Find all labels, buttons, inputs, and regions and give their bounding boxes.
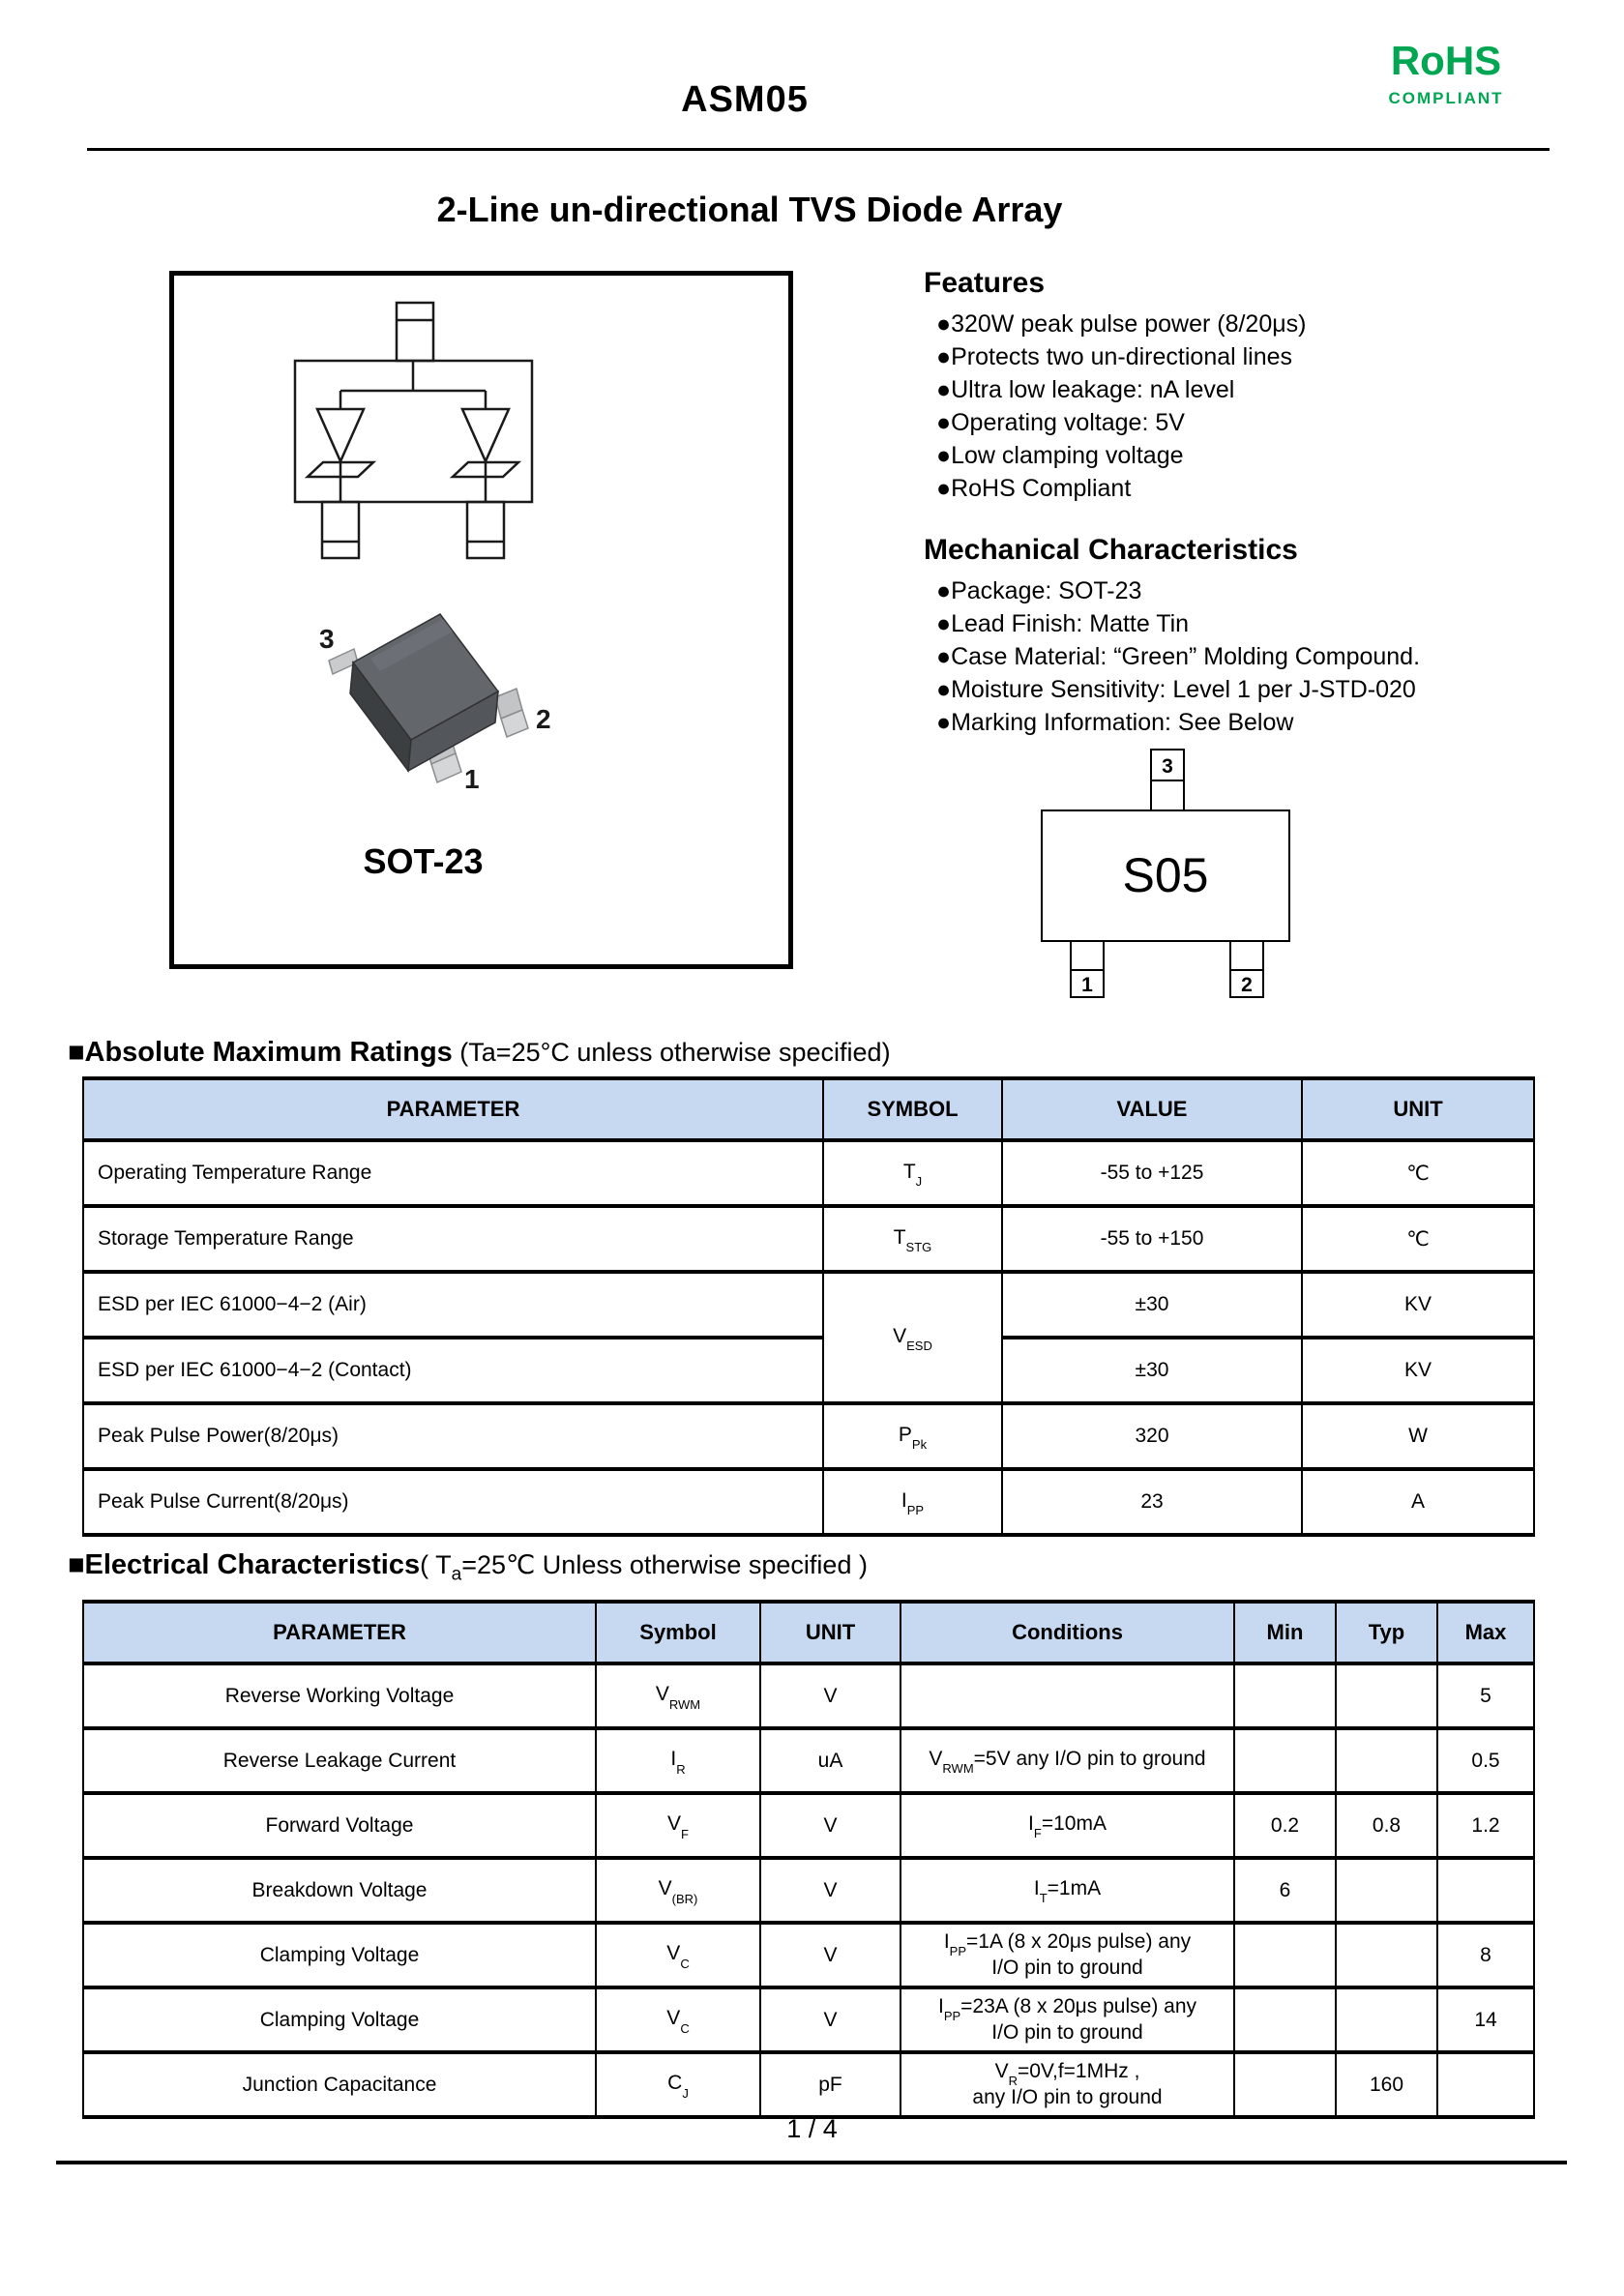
- symbol-cell: $V_F$: [596, 1793, 760, 1858]
- page-number: 1 / 4: [786, 2114, 838, 2143]
- mechanical-item: ●Marking Information: See Below: [936, 709, 1294, 736]
- conditions-cell: $I_{PP}=1A$ (8 x 20μs pulse) any I/O pin to ground: [901, 1923, 1234, 1987]
- marking-pin2-label: 2: [1241, 974, 1253, 996]
- package-diagram-box: [169, 271, 793, 969]
- symbol-cell: $V_C$: [596, 1923, 760, 1987]
- param-cell: Junction Capacitance: [83, 2052, 596, 2117]
- header-divider: [87, 148, 1550, 151]
- col-header-parameter: PARAMETER: [83, 1602, 596, 1663]
- param-cell: Clamping Voltage: [83, 1987, 596, 2052]
- col-header-symbol: Symbol: [596, 1602, 760, 1663]
- table-row: [83, 1728, 1534, 1793]
- feature-item: ●Protects two un-directional lines: [936, 343, 1293, 370]
- diode-schematic: [295, 303, 532, 558]
- conditions-cell: $I_T=1mA$: [901, 1858, 1234, 1923]
- footer-divider: [56, 2161, 1567, 2164]
- min-cell: [1234, 1728, 1336, 1793]
- table-row: [83, 1987, 1534, 2052]
- typ-cell: [1336, 1663, 1437, 1728]
- table-row: [83, 2052, 1534, 2117]
- param-cell: Peak Pulse Current(8/20μs): [83, 1469, 823, 1535]
- conditions-cell: $V_{RWM}=5V$ any I/O pin to ground: [901, 1728, 1234, 1793]
- unit-cell: V: [760, 1793, 901, 1858]
- mechanical-item: ●Package: SOT-23: [936, 577, 1142, 604]
- param-cell: Storage Temperature Range: [83, 1206, 823, 1272]
- max-cell: 0.5: [1437, 1728, 1534, 1793]
- param-cell: Breakdown Voltage: [83, 1858, 596, 1923]
- feature-item: ●Operating voltage: 5V: [936, 409, 1185, 436]
- pin2-label-3d: 2: [536, 704, 551, 734]
- min-cell: [1234, 1923, 1336, 1987]
- value-cell: -55 to +125: [1002, 1140, 1302, 1206]
- unit-cell: KV: [1302, 1272, 1534, 1338]
- min-cell: 6: [1234, 1858, 1336, 1923]
- col-header-parameter: PARAMETER: [83, 1078, 823, 1140]
- col-header-conditions: Conditions: [901, 1602, 1234, 1663]
- value-cell: 320: [1002, 1403, 1302, 1469]
- unit-cell: KV: [1302, 1338, 1534, 1403]
- feature-item: ●320W peak pulse power (8/20μs): [936, 310, 1307, 338]
- symbol-cell: $I_R$: [596, 1728, 760, 1793]
- max-cell: [1437, 2052, 1534, 2117]
- unit-cell: ℃: [1302, 1206, 1534, 1272]
- max-cell: [1437, 1858, 1534, 1923]
- rohs-compliant-label: COMPLIANT: [1388, 89, 1504, 108]
- elec-heading: ■Electrical Characteristics( $T_a=25℃$ Unless otherwise specified ): [68, 1549, 868, 1585]
- col-header-typ: Typ: [1336, 1602, 1437, 1663]
- min-cell: 0.2: [1234, 1793, 1336, 1858]
- col-header-max: Max: [1437, 1602, 1534, 1663]
- max-cell: 5: [1437, 1663, 1534, 1728]
- table-header-row: [83, 1602, 1534, 1663]
- symbol-cell: $V_{RWM}$: [596, 1663, 760, 1728]
- min-cell: [1234, 1987, 1336, 2052]
- unit-cell: ℃: [1302, 1140, 1534, 1206]
- param-cell: Clamping Voltage: [83, 1923, 596, 1987]
- mechanical-item: ●Moisture Sensitivity: Level 1 per J-STD-020: [936, 676, 1416, 703]
- max-cell: 1.2: [1437, 1793, 1534, 1858]
- abs-max-heading-bold: ■Absolute Maximum Ratings: [68, 1037, 453, 1068]
- typ-cell: [1336, 1987, 1437, 2052]
- value-cell: ±30: [1002, 1338, 1302, 1403]
- table-row: [83, 1206, 1534, 1272]
- table-header-row: [83, 1078, 1534, 1140]
- mechanical-item: ●Case Material: “Green” Molding Compound.: [936, 643, 1421, 670]
- param-cell: ESD per IEC 61000−4−2 (Contact): [83, 1338, 823, 1403]
- symbol-cell: $P_{Pk}$: [823, 1403, 1002, 1469]
- min-cell: [1234, 2052, 1336, 2117]
- mechanical-list: [936, 574, 1420, 739]
- symbol-cell: $T_{STG}$: [823, 1206, 1002, 1272]
- param-cell: Reverse Leakage Current: [83, 1728, 596, 1793]
- typ-cell: [1336, 1923, 1437, 1987]
- features-list: [936, 308, 1306, 505]
- min-cell: [1234, 1663, 1336, 1728]
- col-header-unit: UNIT: [1302, 1078, 1534, 1140]
- feature-item: ●Low clamping voltage: [936, 442, 1184, 469]
- unit-cell: W: [1302, 1403, 1534, 1469]
- unit-cell: V: [760, 1923, 901, 1987]
- feature-item: ●Ultra low leakage: nA level: [936, 376, 1235, 403]
- symbol-cell: $T_J$: [823, 1140, 1002, 1206]
- col-header-min: Min: [1234, 1602, 1336, 1663]
- unit-cell: V: [760, 1663, 901, 1728]
- unit-cell: V: [760, 1987, 901, 2052]
- param-cell: Reverse Working Voltage: [83, 1663, 596, 1728]
- value-cell: 23: [1002, 1469, 1302, 1535]
- value-cell: ±30: [1002, 1272, 1302, 1338]
- feature-item: ●RoHS Compliant: [936, 475, 1132, 502]
- unit-cell: V: [760, 1858, 901, 1923]
- rohs-label: RoHS: [1390, 38, 1502, 83]
- page-title: ASM05: [681, 79, 809, 120]
- symbol-cell: $V_{(BR)}$: [596, 1858, 760, 1923]
- typ-cell: 0.8: [1336, 1793, 1437, 1858]
- marking-pin1-label: 1: [1081, 974, 1093, 996]
- elec-heading-bold: ■Electrical Characteristics: [68, 1549, 421, 1580]
- table-row: [83, 1663, 1534, 1728]
- unit-cell: pF: [760, 2052, 901, 2117]
- typ-cell: [1336, 1728, 1437, 1793]
- value-cell: -55 to +150: [1002, 1206, 1302, 1272]
- unit-cell: uA: [760, 1728, 901, 1793]
- table-row: [83, 1793, 1534, 1858]
- abs-max-table: [82, 1076, 1535, 1537]
- col-header-value: VALUE: [1002, 1078, 1302, 1140]
- marking-code: S05: [1122, 848, 1209, 902]
- typ-cell: [1336, 1858, 1437, 1923]
- table-row: [83, 1338, 1534, 1403]
- param-cell: Peak Pulse Power(8/20μs): [83, 1403, 823, 1469]
- pin3-label-3d: 3: [319, 624, 335, 654]
- symbol-cell: $V_C$: [596, 1987, 760, 2052]
- table-row: [83, 1923, 1534, 1987]
- col-header-unit: UNIT: [760, 1602, 901, 1663]
- symbol-cell-merged: $V_{ESD}$: [823, 1272, 1002, 1403]
- table-row: [83, 1469, 1534, 1535]
- table-row: [83, 1140, 1534, 1206]
- document-title: 2-Line un-directional TVS Diode Array: [436, 190, 1063, 229]
- unit-cell: A: [1302, 1469, 1534, 1535]
- marking-diagram: [1006, 735, 1335, 1016]
- abs-max-heading: [68, 1037, 891, 1069]
- max-cell: 8: [1437, 1923, 1534, 1987]
- symbol-cell: $I_{PP}$: [823, 1469, 1002, 1535]
- marking-pin3-label: 3: [1162, 755, 1173, 778]
- conditions-cell: [901, 1663, 1234, 1728]
- mechanical-heading: Mechanical Characteristics: [924, 534, 1298, 566]
- abs-max-heading-rest: (Ta=25°C unless otherwise specified): [452, 1038, 891, 1067]
- conditions-cell: $I_F=10mA$: [901, 1793, 1234, 1858]
- pin1-label-3d: 1: [464, 764, 480, 794]
- features-heading: Features: [924, 267, 1046, 299]
- typ-cell: 160: [1336, 2052, 1437, 2117]
- param-cell: Forward Voltage: [83, 1793, 596, 1858]
- col-header-symbol: SYMBOL: [823, 1078, 1002, 1140]
- elec-table: [82, 1600, 1535, 2119]
- symbol-cell: $C_J$: [596, 2052, 760, 2117]
- table-row: [83, 1403, 1534, 1469]
- param-cell: Operating Temperature Range: [83, 1140, 823, 1206]
- conditions-cell: $V_R=0V,f=1MHz$ , any I/O pin to ground: [901, 2052, 1234, 2117]
- sot23-3d-image: [319, 614, 551, 794]
- max-cell: 14: [1437, 1987, 1534, 2052]
- table-row: [83, 1858, 1534, 1923]
- rohs-badge: [1369, 39, 1523, 108]
- param-cell: ESD per IEC 61000−4−2 (Air): [83, 1272, 823, 1338]
- package-name-label: SOT-23: [363, 841, 484, 881]
- table-row: [83, 1272, 1534, 1338]
- conditions-cell: $I_{PP}=23A$ (8 x 20μs pulse) any I/O pin to ground: [901, 1987, 1234, 2052]
- mechanical-item: ●Lead Finish: Matte Tin: [936, 610, 1190, 637]
